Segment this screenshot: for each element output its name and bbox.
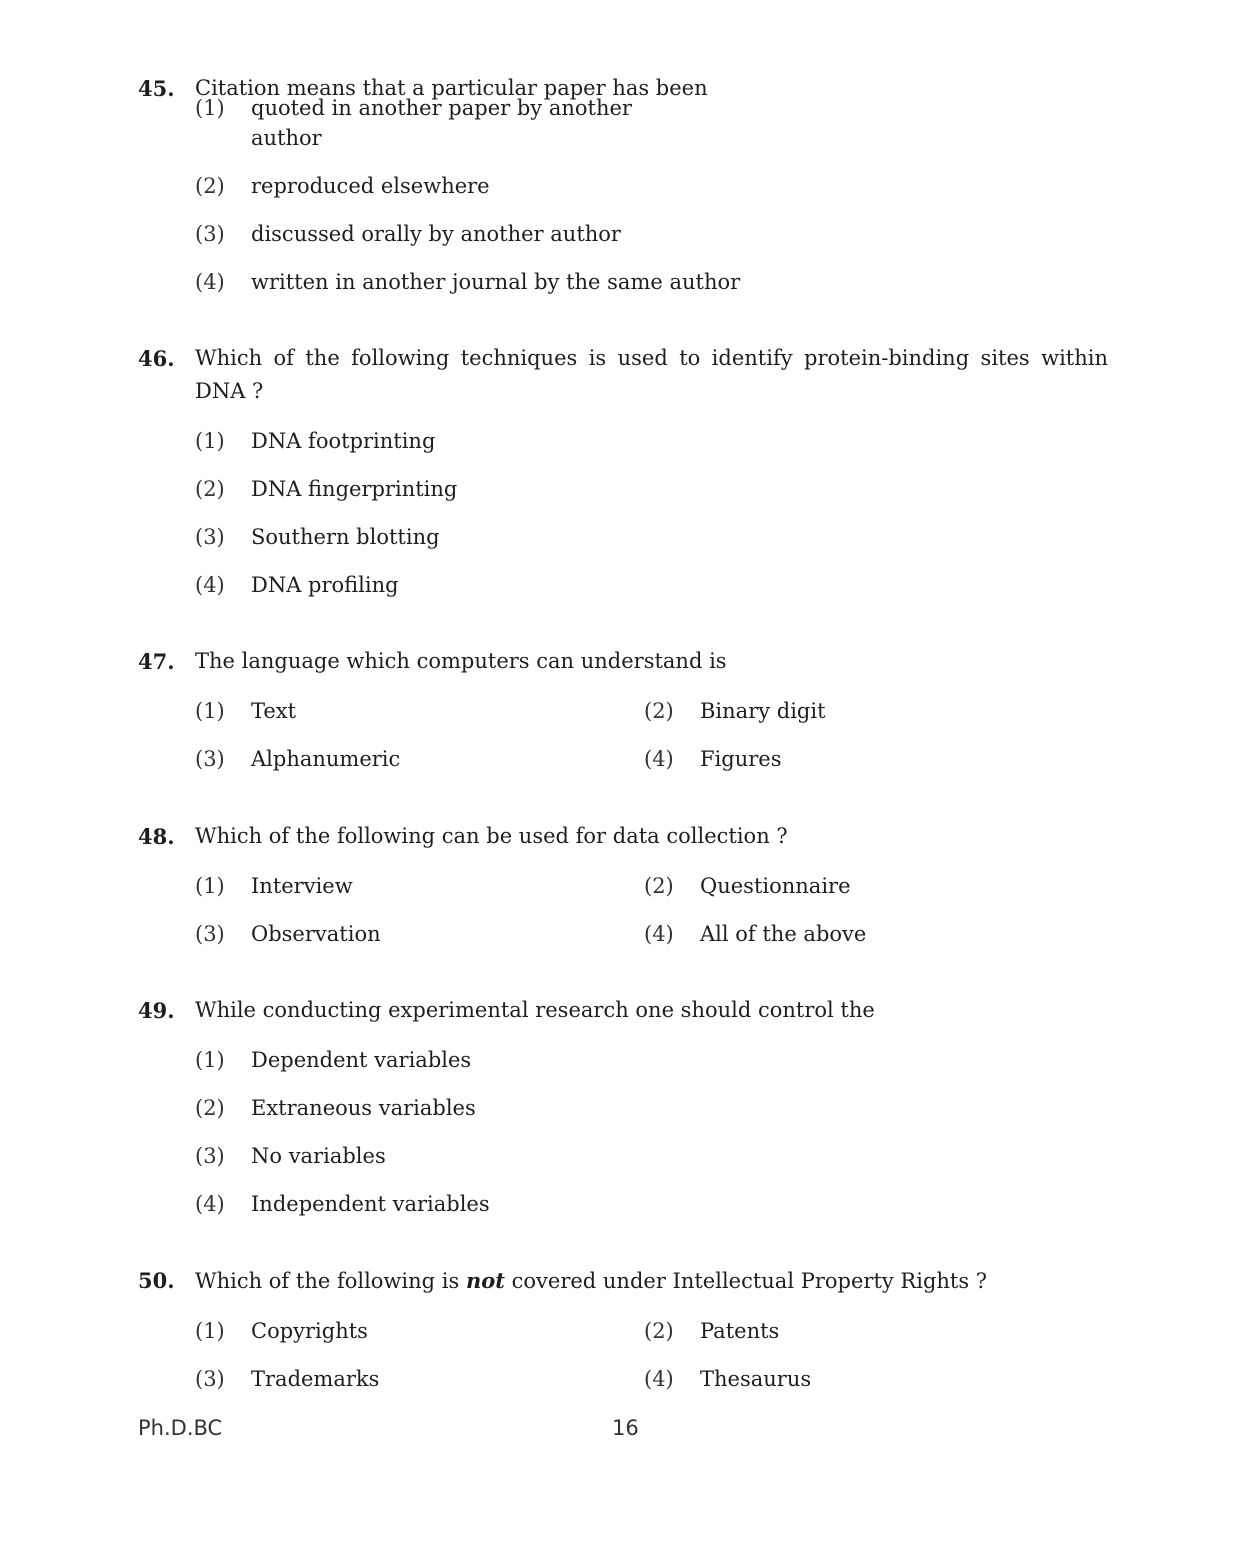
question-49 — [138, 994, 1108, 1219]
option-3 — [195, 744, 644, 774]
option-3 — [195, 219, 644, 249]
option-text: DNA profiling — [251, 573, 399, 597]
option-text: Copyrights — [251, 1319, 368, 1343]
option-2 — [644, 696, 1093, 726]
question-number: 46. — [138, 346, 175, 371]
option-number: (4) — [644, 922, 674, 946]
option-number: (4) — [195, 270, 225, 294]
option-number: (2) — [644, 1319, 674, 1343]
option-number: (3) — [195, 747, 225, 771]
option-text: DNA fingerprinting — [251, 477, 458, 501]
option-number: (3) — [195, 922, 225, 946]
option-text: Binary digit — [700, 699, 826, 723]
option-2 — [195, 1093, 644, 1123]
question-46 — [138, 342, 1108, 600]
option-text: Trademarks — [251, 1367, 380, 1391]
option-text: No variables — [251, 1144, 386, 1168]
option-text: Independent variables — [251, 1192, 490, 1216]
option-number: (1) — [195, 1048, 225, 1072]
option-number: (2) — [195, 174, 225, 198]
option-1 — [195, 871, 644, 901]
option-3 — [195, 1141, 644, 1171]
option-text: Questionnaire — [700, 874, 851, 898]
option-number: (1) — [195, 699, 225, 723]
option-number: (4) — [195, 1192, 225, 1216]
question-number: 49. — [138, 998, 175, 1023]
option-list — [195, 853, 1108, 949]
option-4 — [195, 267, 895, 297]
option-1 — [195, 1316, 644, 1346]
option-number: (3) — [195, 1367, 225, 1391]
option-text: Observation — [251, 922, 381, 946]
option-2 — [195, 474, 644, 504]
option-4 — [644, 744, 1093, 774]
option-2 — [644, 871, 1093, 901]
option-text: Text — [251, 699, 297, 723]
option-4 — [644, 1364, 1093, 1394]
option-number: (3) — [195, 222, 225, 246]
option-1 — [195, 93, 644, 153]
option-number: (2) — [644, 699, 674, 723]
option-2 — [195, 171, 644, 201]
question-text: Which of the following can be used for data collection ? — [195, 824, 788, 848]
question-number: 47. — [138, 649, 175, 674]
option-3 — [195, 919, 644, 949]
option-1 — [195, 696, 644, 726]
question-text: Citation means that a particular paper has been — [195, 76, 708, 100]
question-text: While conducting experimental research one should control the — [195, 998, 875, 1022]
question-48 — [138, 820, 1108, 949]
option-2 — [644, 1316, 1093, 1346]
option-text: Figures — [700, 747, 782, 771]
question-text-before: Which of the following is — [195, 1269, 460, 1293]
option-1 — [195, 426, 644, 456]
option-text: reproduced elsewhere — [251, 174, 490, 198]
option-text: written in another journal by the same author — [251, 270, 741, 294]
question-text — [195, 1264, 1108, 1298]
option-text: discussed orally by another author — [251, 222, 621, 246]
question-number: 50. — [138, 1268, 175, 1293]
option-number: (4) — [644, 1367, 674, 1391]
option-4 — [195, 1189, 644, 1219]
option-number: (1) — [195, 874, 225, 898]
option-list — [195, 678, 1108, 774]
page-number: 16 — [612, 1416, 639, 1440]
option-text: quoted in another paper by another author — [251, 96, 632, 150]
option-4 — [644, 919, 1093, 949]
option-text: Alphanumeric — [251, 747, 401, 771]
option-3 — [195, 1364, 644, 1394]
option-text: Interview — [251, 874, 353, 898]
question-number: 48. — [138, 824, 175, 849]
option-text: Dependent variables — [251, 1048, 472, 1072]
question-text: Which of the following techniques is used to identify protein-binding sites within DNA ? — [195, 346, 1108, 403]
question-number: 45. — [138, 76, 175, 101]
option-text: Thesaurus — [700, 1367, 812, 1391]
option-number: (3) — [195, 1144, 225, 1168]
option-text: Southern blotting — [251, 525, 440, 549]
option-number: (3) — [195, 525, 225, 549]
option-text: Extraneous variables — [251, 1096, 476, 1120]
option-4 — [195, 570, 644, 600]
option-number: (2) — [644, 874, 674, 898]
question-47 — [138, 645, 1108, 774]
question-text-emphasis: not — [465, 1268, 505, 1293]
question-50 — [138, 1264, 1108, 1394]
option-3 — [195, 522, 644, 552]
question-text-after: covered under Intellectual Property Rights ? — [511, 1269, 988, 1293]
question-45 — [138, 72, 1108, 297]
option-list — [195, 1027, 1108, 1219]
option-number: (4) — [195, 573, 225, 597]
question-text: The language which computers can understand is — [195, 649, 727, 673]
option-number: (1) — [195, 96, 225, 120]
option-number: (2) — [195, 1096, 225, 1120]
option-list — [195, 96, 1108, 297]
option-number: (2) — [195, 477, 225, 501]
option-number: (1) — [195, 1319, 225, 1343]
option-number: (1) — [195, 429, 225, 453]
paper-code: Ph.D.BC — [138, 1416, 223, 1440]
option-1 — [195, 1045, 644, 1075]
option-list — [195, 1298, 1108, 1394]
option-list — [195, 408, 1108, 600]
option-text: DNA footprinting — [251, 429, 436, 453]
option-number: (4) — [644, 747, 674, 771]
option-text: Patents — [700, 1319, 780, 1343]
option-text: All of the above — [700, 922, 867, 946]
